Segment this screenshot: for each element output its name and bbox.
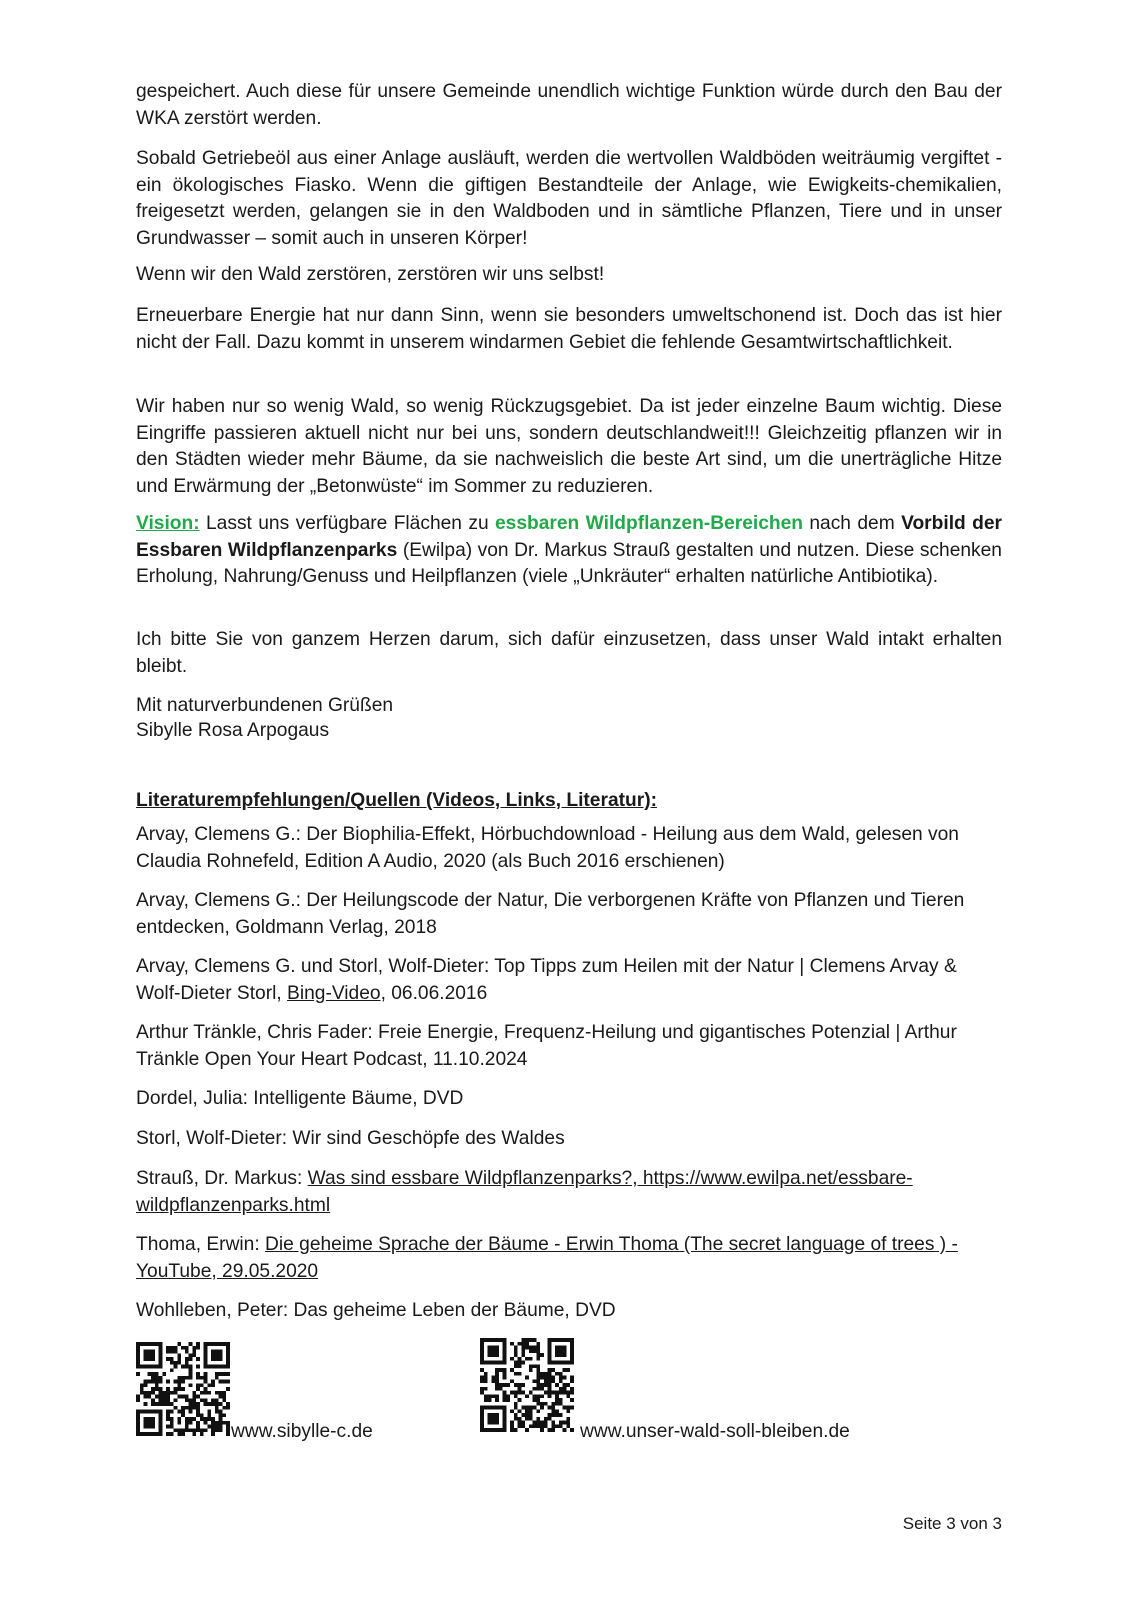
literature-entry: Arvay, Clemens G. und Storl, Wolf-Dieter: Top Tipps zum Heilen mit der Natur | Clemens Arvay & Wolf-Dieter Storl, Bing-Video, 06.06.2016	[136, 956, 957, 1004]
vision-paragraph: Vision: Lasst uns verfügbare Flächen zu essbaren Wildpflanzen-Bereichen nach dem Vorbild der Essbaren Wildpflanzenparks (Ewilpa) von Dr. Markus Strauß gestalten und nutzen. Diese schenken Erholung, Nahrung/Genuss und Heilpflanzen (viele „Unkräuter“ erhalten natürliche Antibiotika).	[136, 513, 1003, 587]
paragraph-3: Wenn wir den Wald zerstören, zerstören wir uns selbst!	[136, 264, 605, 285]
vision-label: Vision:	[136, 513, 200, 534]
literature-heading: Literaturempfehlungen/Quellen (Videos, Links, Literatur):	[136, 790, 657, 811]
literature-entry: Dordel, Julia: Intelligente Bäume, DVD	[136, 1088, 464, 1109]
youtube-link[interactable]: Die geheime Sprache der Bäume - Erwin Thoma (The secret language of trees ) - YouTube, 29.05.2020	[136, 1234, 958, 1282]
qr-code-icon	[136, 1342, 230, 1436]
literature-entry: Arvay, Clemens G.: Der Heilungscode der Natur, Die verborgenen Kräfte von Pflanzen und Tieren entdecken, Goldmann Verlag, 2018	[136, 890, 965, 938]
qr-right-url[interactable]: www.unser-wald-soll-bleiben.de	[580, 1421, 850, 1442]
qr-left-url[interactable]: www.sibylle-c.de	[231, 1421, 373, 1442]
literature-entry: Storl, Wolf-Dieter: Wir sind Geschöpfe des Waldes	[136, 1128, 565, 1149]
literature-entry: Strauß, Dr. Markus: Was sind essbare Wildpflanzenparks?, https://www.ewilpa.net/essbare-wildpflanzenparks.html	[136, 1168, 913, 1216]
literature-entry: Arthur Tränkle, Chris Fader: Freie Energie, Frequenz-Heilung und gigantisches Potenzial | Arthur Tränkle Open Your Heart Podcast, 11.10.2024	[136, 1022, 957, 1070]
literature-entry: Wohlleben, Peter: Das geheime Leben der Bäume, DVD	[136, 1300, 616, 1321]
ewilpa-link[interactable]: Was sind essbare Wildpflanzenparks?, https://www.ewilpa.net/essbare-wildpflanzenparks.html	[136, 1168, 913, 1216]
paragraph-7: Ich bitte Sie von ganzem Herzen darum, sich dafür einzusetzen, dass unser Wald intakt erhalten bleibt.	[136, 629, 1002, 677]
signature: Sibylle Rosa Arpogaus	[136, 720, 330, 741]
closing: Mit naturverbundenen Grüßen	[136, 695, 394, 716]
vision-bold: Vorbild der Essbaren Wildpflanzenparks	[136, 513, 1003, 561]
paragraph-5: Wir haben nur so wenig Wald, so wenig Rückzugsgebiet. Da ist jeder einzelne Baum wichtig. Diese Eingriffe passieren aktuell nicht nur bei uns, sondern deutschlandweit!!! Gleichzeitig pflanzen wir in den Städten wieder mehr Bäume, da sie nachweislich die beste Art sind, um die unerträgliche Hitze und Erwärmung der „Betonwüste“ im Sommer zu reduzieren.	[136, 396, 1002, 497]
paragraph-2: Sobald Getriebeöl aus einer Anlage ausläuft, werden die wertvollen Waldböden weiträumig vergiftet - ein ökologisches Fiasko. Wenn die giftigen Bestandteile der Anlage, wie Ewigkeits-chemikalien, freigesetzt werden, gelangen sie in den Waldboden und in sämtliche Pflanzen, Tiere und in unser Grundwasser – somit auch in unseren Körper!	[136, 148, 1002, 249]
literature-entry: Arvay, Clemens G.: Der Biophilia-Effekt, Hörbuchdownload - Heilung aus dem Wald, gelesen von Claudia Rohnefeld, Edition A Audio, 2020 (als Buch 2016 erschienen)	[136, 824, 959, 872]
literature-entry: Thoma, Erwin: Die geheime Sprache der Bäume - Erwin Thoma (The secret language of trees ) - YouTube, 29.05.2020	[136, 1234, 958, 1282]
bing-video-link[interactable]: Bing-Video	[287, 982, 381, 1004]
paragraph-4: Erneuerbare Energie hat nur dann Sinn, wenn sie besonders umweltschonend ist. Doch das ist hier nicht der Fall. Dazu kommt in unserem windarmen Gebiet die fehlende Gesamtwirtschaftlichkeit.	[136, 305, 1002, 353]
paragraph-1: gespeichert. Auch diese für unsere Gemeinde unendlich wichtige Funktion würde durch den Bau der WKA zerstört werden.	[136, 81, 1002, 129]
page-number: Seite 3 von 3	[902, 1514, 1002, 1533]
vision-highlight: essbaren Wildpflanzen-Bereichen	[495, 513, 803, 534]
qr-code-icon	[480, 1338, 574, 1432]
